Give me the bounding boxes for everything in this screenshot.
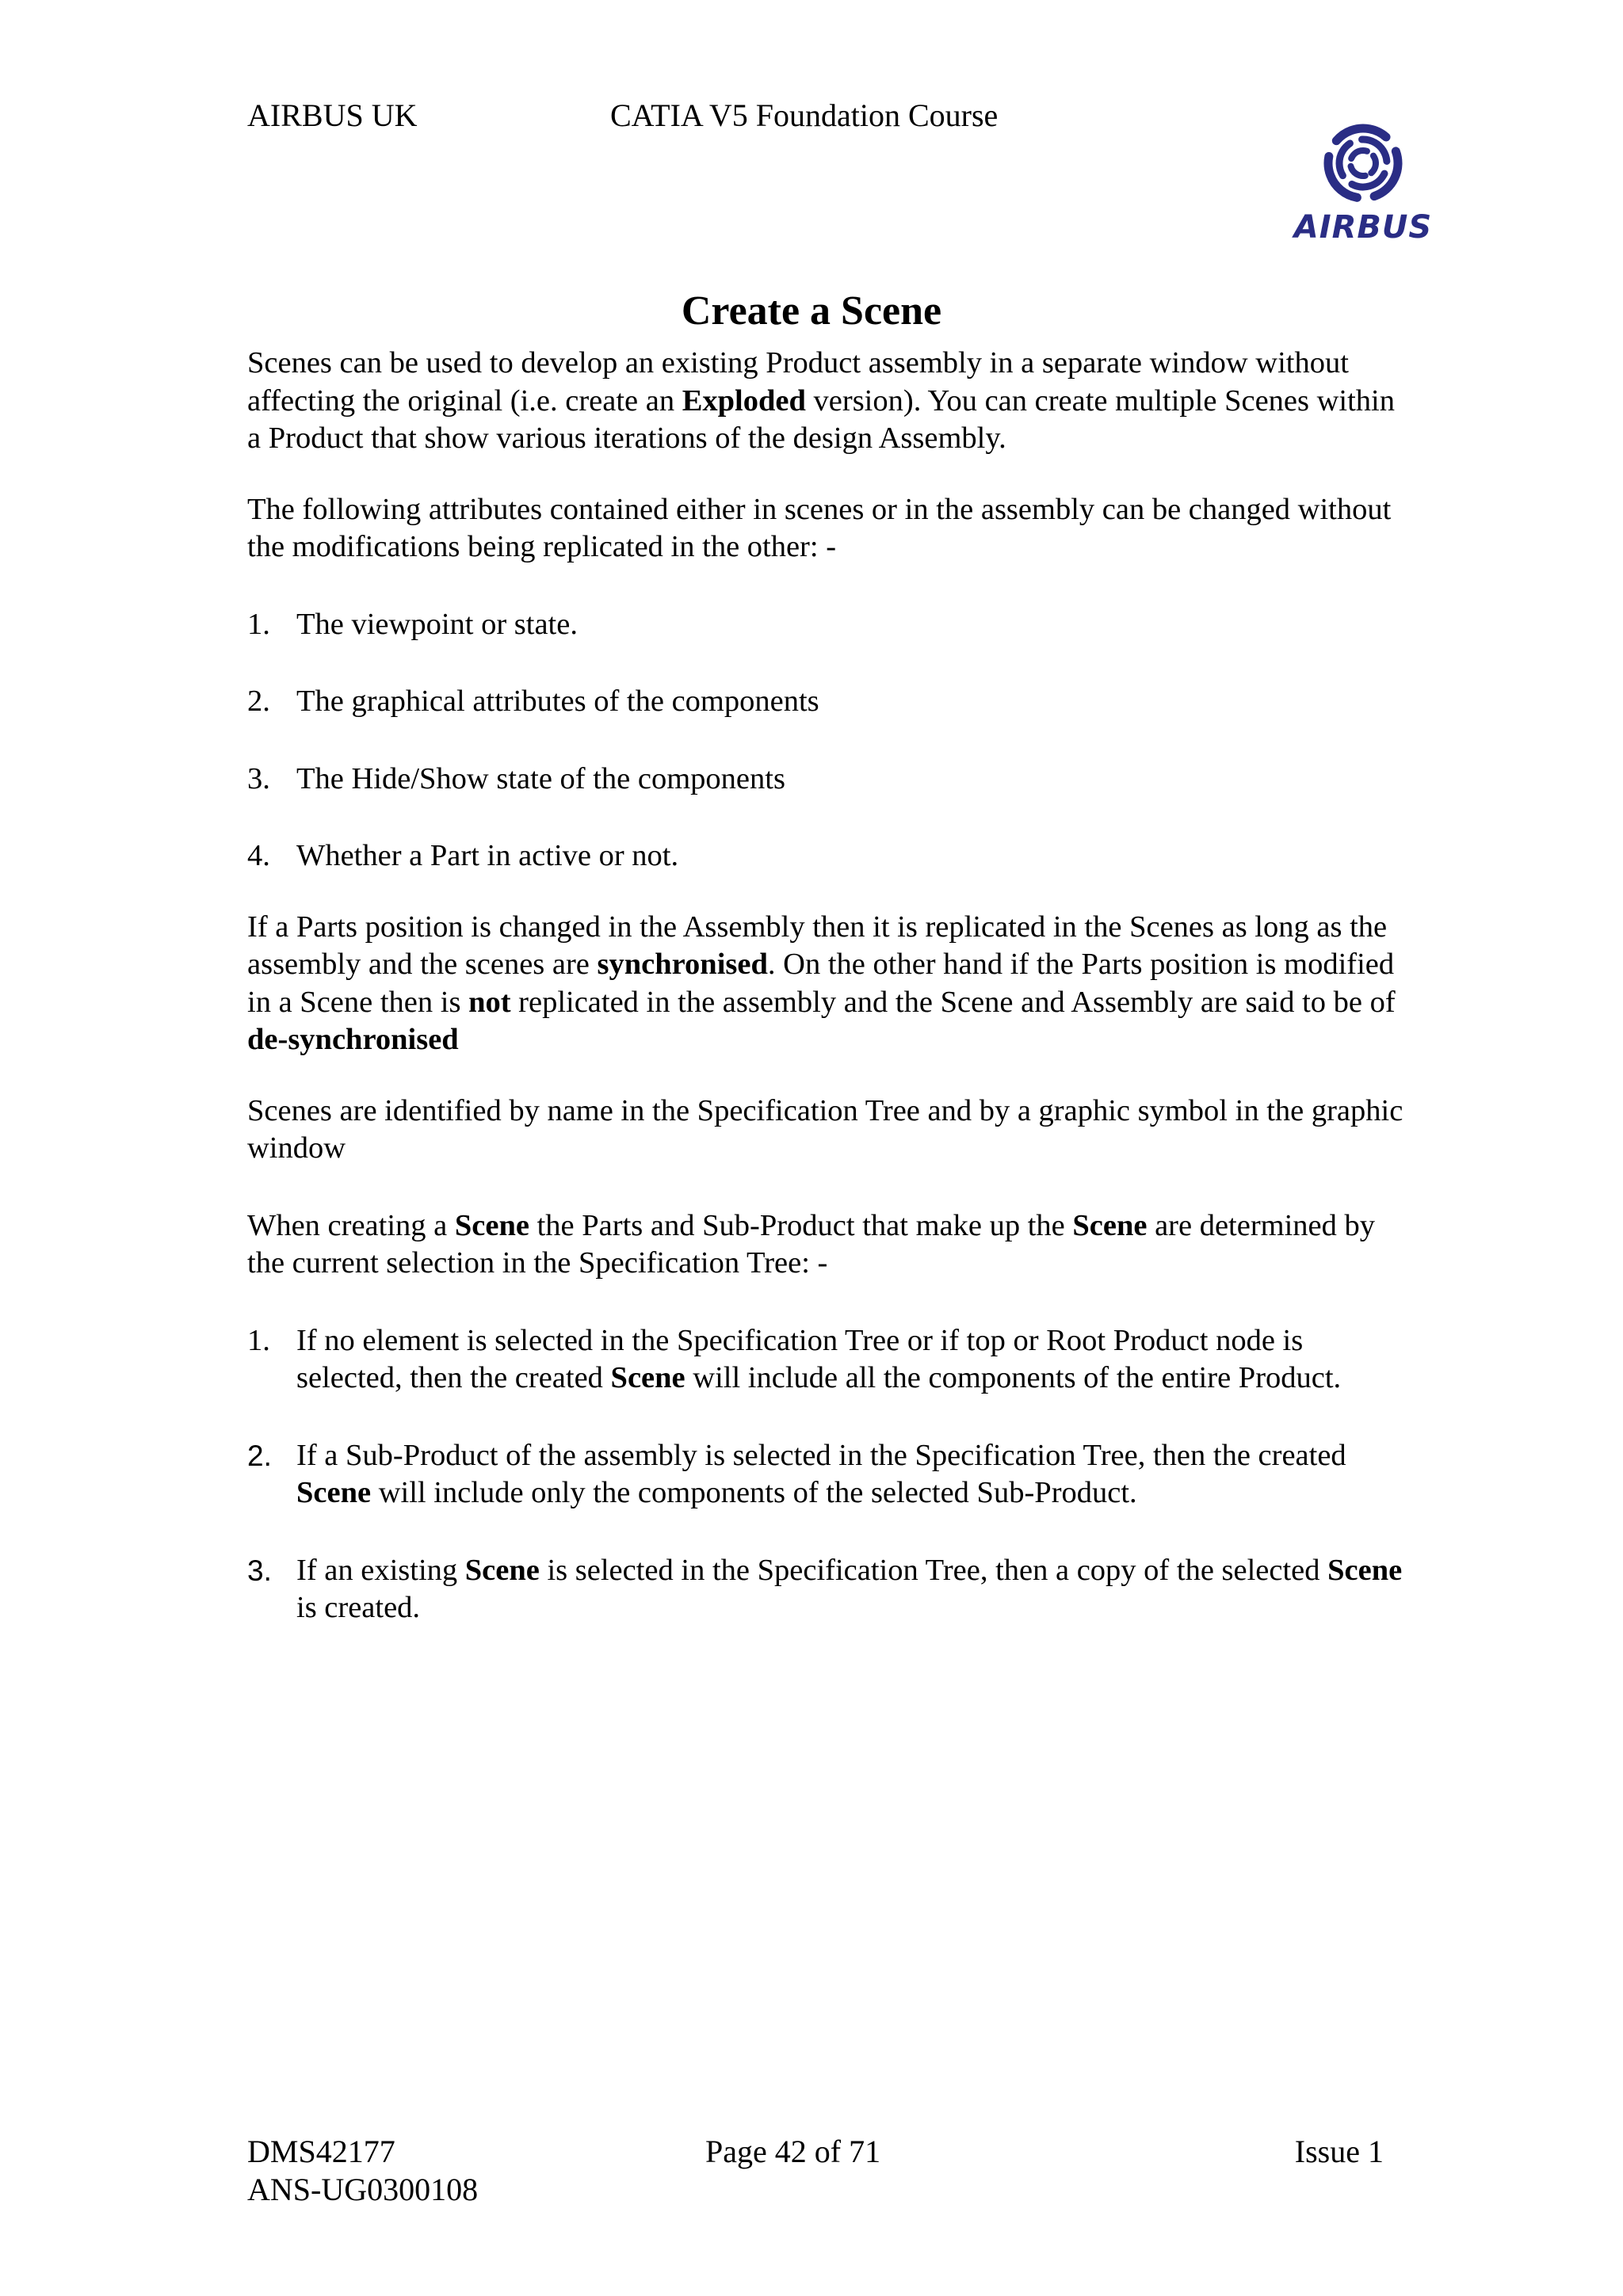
attributes-intro-paragraph: The following attributes contained either in scenes or in the assembly can be changed without the modifications being replicated in the other: -	[247, 492, 1392, 563]
footer-doc-id: DMS42177	[247, 2134, 395, 2169]
header-course-title: CATIA V5 Foundation Course	[610, 97, 999, 133]
intro-paragraph: Scenes can be used to develop an existing Product assembly in a separate window without affecting the original (i.e. create an Exploded version). You can create multiple Scenes within a Product that show various iterations of the design Assembly.	[247, 346, 1396, 455]
list-item: 3. The Hide/Show state of the components	[247, 761, 785, 795]
document-body	[247, 345, 1404, 1627]
synchronisation-paragraph: If a Parts position is changed in the Assembly then it is replicated in the Scenes as long as the assembly and the scenes are synchronised. On the other hand if the Parts position is modified in a Scene then is not replicated in the assembly and the Scene and Assembly are said to be of de-synchronised	[247, 910, 1396, 1056]
airbus-logo	[1284, 119, 1442, 246]
page-title: Create a Scene	[681, 288, 942, 334]
footer-issue: Issue 1	[1294, 2134, 1384, 2169]
airbus-swirl-icon	[1284, 119, 1442, 208]
identification-paragraph: Scenes are identified by name in the Specification Tree and by a graphic symbol in the graphic window	[247, 1093, 1403, 1165]
header-company: AIRBUS UK	[247, 97, 418, 133]
airbus-logo-text: AIRBUS	[1293, 209, 1433, 246]
list-item: 2. If a Sub-Product of the assembly is selected in the Specification Tree, then the created Scene will include only the components of the selected Sub-Product.	[247, 1438, 1346, 1509]
list-item: 2. The graphical attributes of the components	[247, 685, 819, 718]
list-item: 1. If no element is selected in the Specification Tree or if top or Root Product node is selected, then the created Scene will include all the components of the entire Product.	[247, 1323, 1342, 1394]
footer-doc-ref: ANS-UG0300108	[247, 2172, 479, 2207]
list-item: 3. If an existing Scene is selected in the Specification Tree, then a copy of the selected Scene is created.	[247, 1553, 1403, 1624]
footer-page-number: Page 42 of 71	[705, 2134, 881, 2169]
list-item: 1. The viewpoint or state.	[247, 607, 578, 641]
creating-scene-paragraph: When creating a Scene the Parts and Sub-Product that make up the Scene are determined by the current selection in the Specification Tree: -	[247, 1208, 1375, 1280]
list-item: 4. Whether a Part in active or not.	[247, 839, 679, 872]
